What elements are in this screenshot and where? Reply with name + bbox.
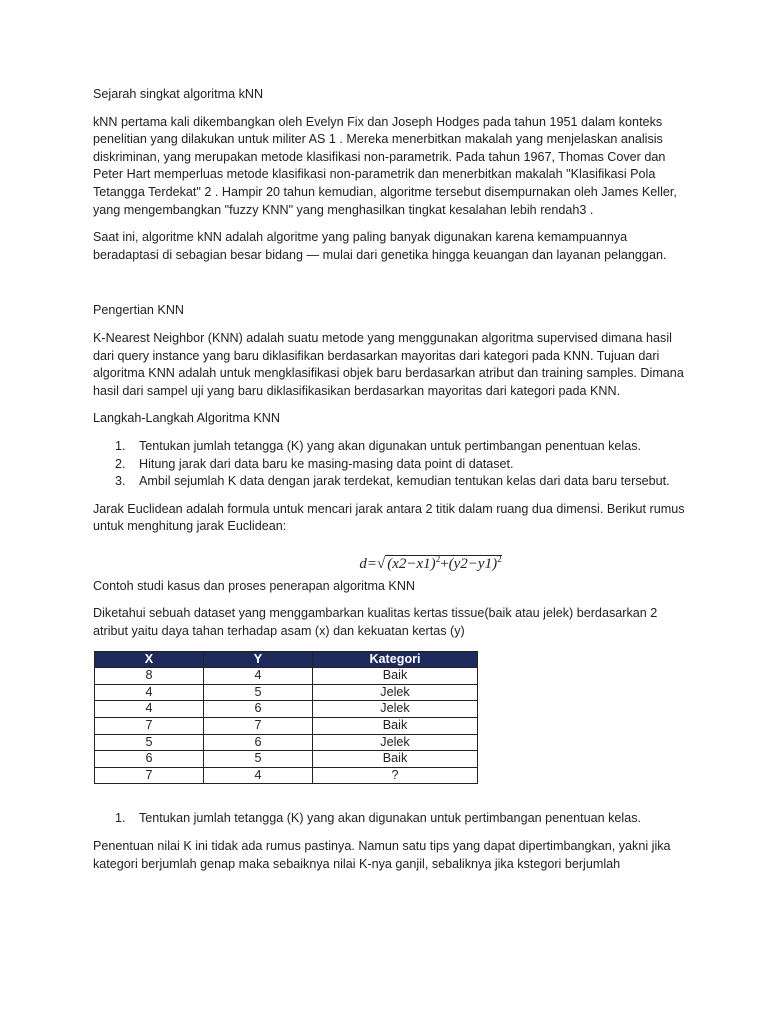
cell-y: 5 xyxy=(204,751,313,768)
formula-term-b: (y2−y1) xyxy=(448,555,498,572)
heading-langkah: Langkah-Langkah Algoritma KNN xyxy=(93,411,280,426)
list-item xyxy=(93,810,688,828)
heading-pengertian: Pengertian KNN xyxy=(93,303,185,318)
heading-sejarah: Sejarah singkat algoritma kNN xyxy=(93,87,264,101)
list-item xyxy=(93,473,688,491)
section-gap xyxy=(93,274,688,302)
list-item xyxy=(93,438,688,456)
table-row xyxy=(95,767,478,784)
list-text: Tentukan jumlah tetangga (K) yang akan digunakan untuk pertimbangan penentuan kelas. xyxy=(139,438,642,453)
table-row xyxy=(95,701,478,718)
steps-list xyxy=(93,438,688,491)
paragraph-pengertian: K-Nearest Neighbor (KNN) adalah suatu metode yang menggunakan algoritma supervised dimana hasil dari query instance yang baru diklasifikan berdasarkan mayoritas dari kategori pada KNN. Tujuan dari algoritma KNN adalah untuk mengklasifikasi objek baru berdasarkan atribut dan training samples. Dimana hasil dari sampel uji yang baru diklasifikasikan berdasarkan mayoritas dari kategori pada KNN. xyxy=(93,330,684,398)
table-row xyxy=(95,718,478,735)
paragraph-sejarah-2: Saat ini, algoritme kNN adalah algoritme yang paling banyak digunakan karena kemampuannya beradaptasi di sebagian besar bidang — mulai dari genetika hingga keuangan dan layanan pelanggan. xyxy=(93,230,667,262)
euclidean-formula xyxy=(93,546,688,572)
table-row xyxy=(95,668,478,685)
cell-x: 6 xyxy=(95,751,204,768)
sqrt-symbol: √ xyxy=(377,555,386,572)
paragraph-sejarah-1: kNN pertama kali dikembangkan oleh Evelyn Fix dan Joseph Hodges pada tahun 1951 dalam konteks penelitian yang dilakukan untuk militer AS 1 . Mereka menerbitkan makalah yang menjelaskan analisis diskriminan, yang merupakan metode klasifikasi non-parametrik. Pada tahun 1967, Thomas Cover dan Peter Hart memperluas metode klasifikasi non-parametrik dan menerbitkan makalah "Klasifikasi Pola Tetangga Terdekat" 2 . Hampir 20 tahun kemudian, algoritme tersebut disempurnakan oleh James Keller, yang mengembangkan "fuzzy KNN" yang menghasilkan tingkat kesalahan lebih rendah3 . xyxy=(93,114,677,217)
table-row xyxy=(95,734,478,751)
cell-x: 5 xyxy=(95,734,204,751)
list-number: 1. xyxy=(115,811,126,826)
cell-x: 4 xyxy=(95,684,204,701)
formula-exp-b: 2 xyxy=(497,553,502,564)
cell-y: 6 xyxy=(204,701,313,718)
cell-x: 4 xyxy=(95,701,204,718)
cell-y: 4 xyxy=(204,668,313,685)
cell-kategori: Baik xyxy=(313,668,478,685)
table-row xyxy=(95,751,478,768)
formula-radicand xyxy=(385,555,501,572)
list-text: Ambil sejumlah K data dengan jarak terdekat, kemudian tentukan kelas dari data baru tersebut. xyxy=(139,474,670,489)
column-header-kategori: Kategori xyxy=(313,651,478,668)
list-text: Hitung jarak dari data baru ke masing-masing data point di dataset. xyxy=(139,456,514,471)
list-text: Tentukan jumlah tetangga (K) yang akan digunakan untuk pertimbangan penentuan kelas. xyxy=(139,811,642,826)
cell-kategori: Jelek xyxy=(313,701,478,718)
cell-x: 7 xyxy=(95,718,204,735)
steps-list-repeat xyxy=(93,810,688,828)
cell-kategori: Jelek xyxy=(313,684,478,701)
column-header-y: Y xyxy=(204,651,313,668)
cell-kategori: Baik xyxy=(313,751,478,768)
heading-contoh: Contoh studi kasus dan proses penerapan algoritma KNN xyxy=(93,578,416,593)
formula-lhs: d= xyxy=(359,555,378,572)
column-header-x: X xyxy=(95,651,204,668)
list-number: 2. xyxy=(115,456,126,471)
cell-kategori: ? xyxy=(313,767,478,784)
formula-plus: + xyxy=(440,555,449,572)
cell-y: 5 xyxy=(204,684,313,701)
cell-y: 7 xyxy=(204,718,313,735)
paragraph-penentuan: Penentuan nilai K ini tidak ada rumus pastinya. Namun satu tips yang dapat dipertimbangkan, yakni jika kategori berjumlah genap maka sebaiknya nilai K-nya ganjil, sebaliknya jika kstegori berjumlah xyxy=(93,839,671,871)
cell-kategori: Jelek xyxy=(313,734,478,751)
list-number: 3. xyxy=(115,474,126,489)
cell-x: 7 xyxy=(95,767,204,784)
dataset-table xyxy=(94,651,478,785)
table-row xyxy=(95,684,478,701)
list-number: 1. xyxy=(115,438,126,453)
cell-y: 4 xyxy=(204,767,313,784)
paragraph-euclidean: Jarak Euclidean adalah formula untuk mencari jarak antara 2 titik dalam ruang dua dimensi. Berikut rumus untuk menghitung jarak Euclidean: xyxy=(93,501,685,534)
cell-y: 6 xyxy=(204,734,313,751)
table-header-row xyxy=(95,651,478,668)
list-item xyxy=(93,456,688,474)
formula-exp-a: 2 xyxy=(435,553,441,564)
cell-kategori: Baik xyxy=(313,718,478,735)
cell-x: 8 xyxy=(95,668,204,685)
formula-term-a: (x2−x1) xyxy=(387,555,436,572)
paragraph-contoh: Diketahui sebuah dataset yang menggambarkan kualitas kertas tissue(baik atau jelek) berdasarkan 2 atribut yaitu daya tahan terhadap asam (x) dan kekuatan kertas (y) xyxy=(93,606,658,639)
